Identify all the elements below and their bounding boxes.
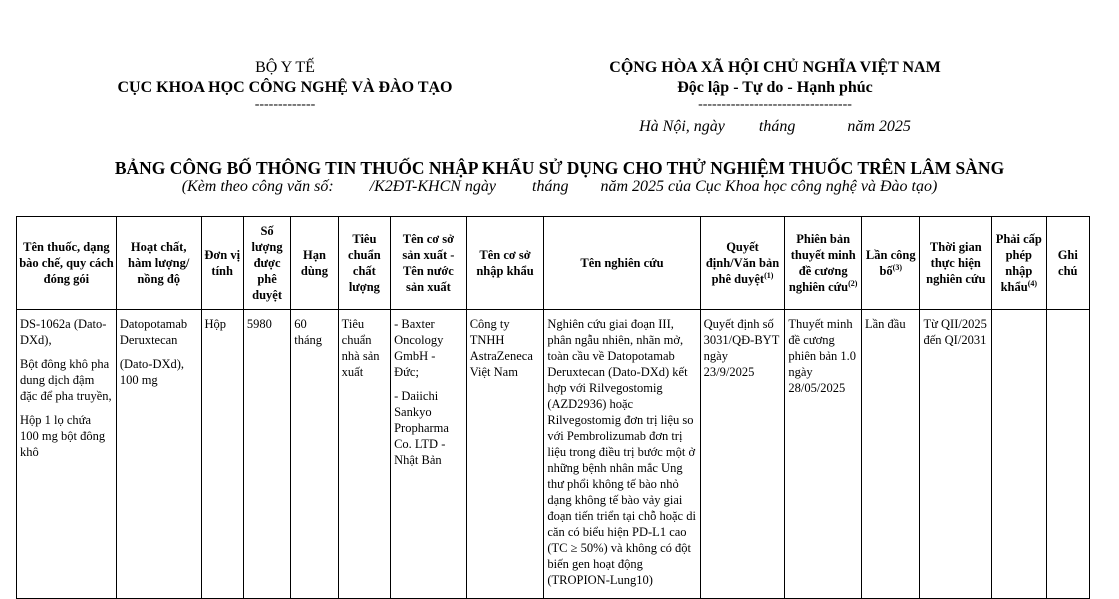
header-standard: Tiêu chuẩn chất lượng (338, 217, 390, 310)
cell-unit: Hộp (201, 310, 243, 599)
cell-quantity: 5980 (243, 310, 290, 599)
document-subtitle: (Kèm theo công văn số: /K2ĐT-KHCN ngày tháng năm 2025 của Cục Khoa học công nghệ và Đào tạo) (181, 178, 938, 195)
table-row (17, 310, 1090, 599)
header-study: Tên nghiên cứu (544, 217, 700, 310)
active-name: Datopotamab Deruxtecan (119, 317, 188, 347)
right-separator: --------------------------------- (698, 97, 852, 112)
header-permit-note: (4) (1027, 278, 1038, 288)
header-unit: Đơn vị tính (201, 217, 243, 310)
header-period: Thời gian thực hiện nghiên cứu (920, 217, 992, 310)
drug-table (16, 216, 1090, 599)
header-announce-note: (3) (892, 262, 902, 272)
header-decision-note: (1) (764, 270, 774, 280)
header-protocol-note: (2) (848, 278, 858, 288)
header-permit (992, 217, 1046, 310)
cell-standard: Tiêu chuẩn nhà sản xuất (338, 310, 390, 599)
header-left (60, 58, 510, 112)
header-quantity: Số lượng được phê duyệt (243, 217, 290, 310)
drug-code: DS-1062a (Dato-DXd), (20, 317, 107, 347)
cell-drug-name (17, 310, 117, 599)
header-manufacturer: Tên cơ sở sản xuất - Tên nước sản xuất (391, 217, 467, 310)
cell-expiry: 60 tháng (291, 310, 338, 599)
table-header-row (17, 217, 1090, 310)
header-drug-name: Tên thuốc, dạng bào chế, quy cách đóng gói (17, 217, 117, 310)
header-expiry: Hạn dùng (291, 217, 338, 310)
date-year: năm 2025 (847, 118, 911, 135)
cell-note (1046, 310, 1089, 599)
header-protocol-label: Phiên bản thuyết minh đề cương nghiên cứu (788, 232, 856, 294)
header-active-ingredient: Hoạt chất, hàm lượng/ nồng độ (116, 217, 201, 310)
date-month: tháng (758, 118, 796, 135)
cell-permit (992, 310, 1046, 599)
manufacturer-2: - Daiichi Sankyo Propharma Co. LTD - Nhật Bản (394, 389, 449, 467)
department-name: CỤC KHOA HỌC CÔNG NGHỆ VÀ ĐÀO TẠO (117, 79, 453, 96)
cell-manufacturer (391, 310, 467, 599)
cell-decision: Quyết định số 3031/QĐ-BYT ngày 23/9/2025 (700, 310, 785, 599)
header-decision (700, 217, 785, 310)
left-separator: ------------- (254, 97, 316, 112)
date-line (560, 116, 990, 138)
drug-package: Hộp 1 lọ chứa 100 mg bột đông khô (20, 413, 106, 459)
document-title: BẢNG CÔNG BỐ THÔNG TIN THUỐC NHẬP KHẨU SỬ DỤNG CHO THỬ NGHIỆM THUỐC TRÊN LÂM SÀNG (114, 158, 1005, 178)
ministry-name: BỘ Y TẾ (255, 59, 315, 76)
header-permit-label: Phải cấp phép nhập khẩu (995, 232, 1042, 294)
cell-protocol: Thuyết minh đề cương phiên bản 1.0 ngày 28/05/2025 (785, 310, 862, 599)
header-protocol (785, 217, 862, 310)
header-announce-label: Lần công bố (865, 248, 916, 278)
header-note: Ghi chú (1046, 217, 1089, 310)
header-decision-label: Quyết định/Văn bản phê duyệt (705, 240, 780, 286)
cell-importer: Công ty TNHH AstraZeneca Việt Nam (466, 310, 544, 599)
cell-study: Nghiên cứu giai đoạn III, phân ngẫu nhiên, nhãn mở, toàn cầu về Datopotamab Deruxtecan (Dato-DXd) kết hợp với Rilvegostomig (AZD2936) hoặc Rilvegostomig đơn trị liệu so với Pembrolizumab đơn trị liệu trong điều trị bước một ở những bệnh nhân mắc Ung thư phổi không tế bào nhỏ dạng không tế bào vảy giai đoạn tiến triển tại chỗ hoặc di căn có biểu hiện PD-L1 cao (TC ≥ 50%) và không có đột biến gen hoạt động (TROPION-Lung10) (544, 310, 700, 599)
drug-form: Bột đông khô pha dung dịch đậm đặc để pha truyền, (20, 357, 112, 403)
header-announce (862, 217, 920, 310)
national-motto: Độc lập - Tự do - Hạnh phúc (677, 79, 873, 96)
manufacturer-1: - Baxter Oncology GmbH - Đức; (394, 317, 444, 379)
date-place: Hà Nội, ngày (639, 118, 725, 135)
header-importer: Tên cơ sở nhập khẩu (466, 217, 544, 310)
cell-announce: Lần đầu (862, 310, 920, 599)
cell-period: Từ QII/2025 đến QI/2031 (920, 310, 992, 599)
cell-active-ingredient (116, 310, 201, 599)
nation-name: CỘNG HÒA XÃ HỘI CHỦ NGHĨA VIỆT NAM (609, 59, 941, 76)
active-dose: (Dato-DXd), 100 mg (119, 357, 185, 387)
header-right (560, 58, 990, 138)
